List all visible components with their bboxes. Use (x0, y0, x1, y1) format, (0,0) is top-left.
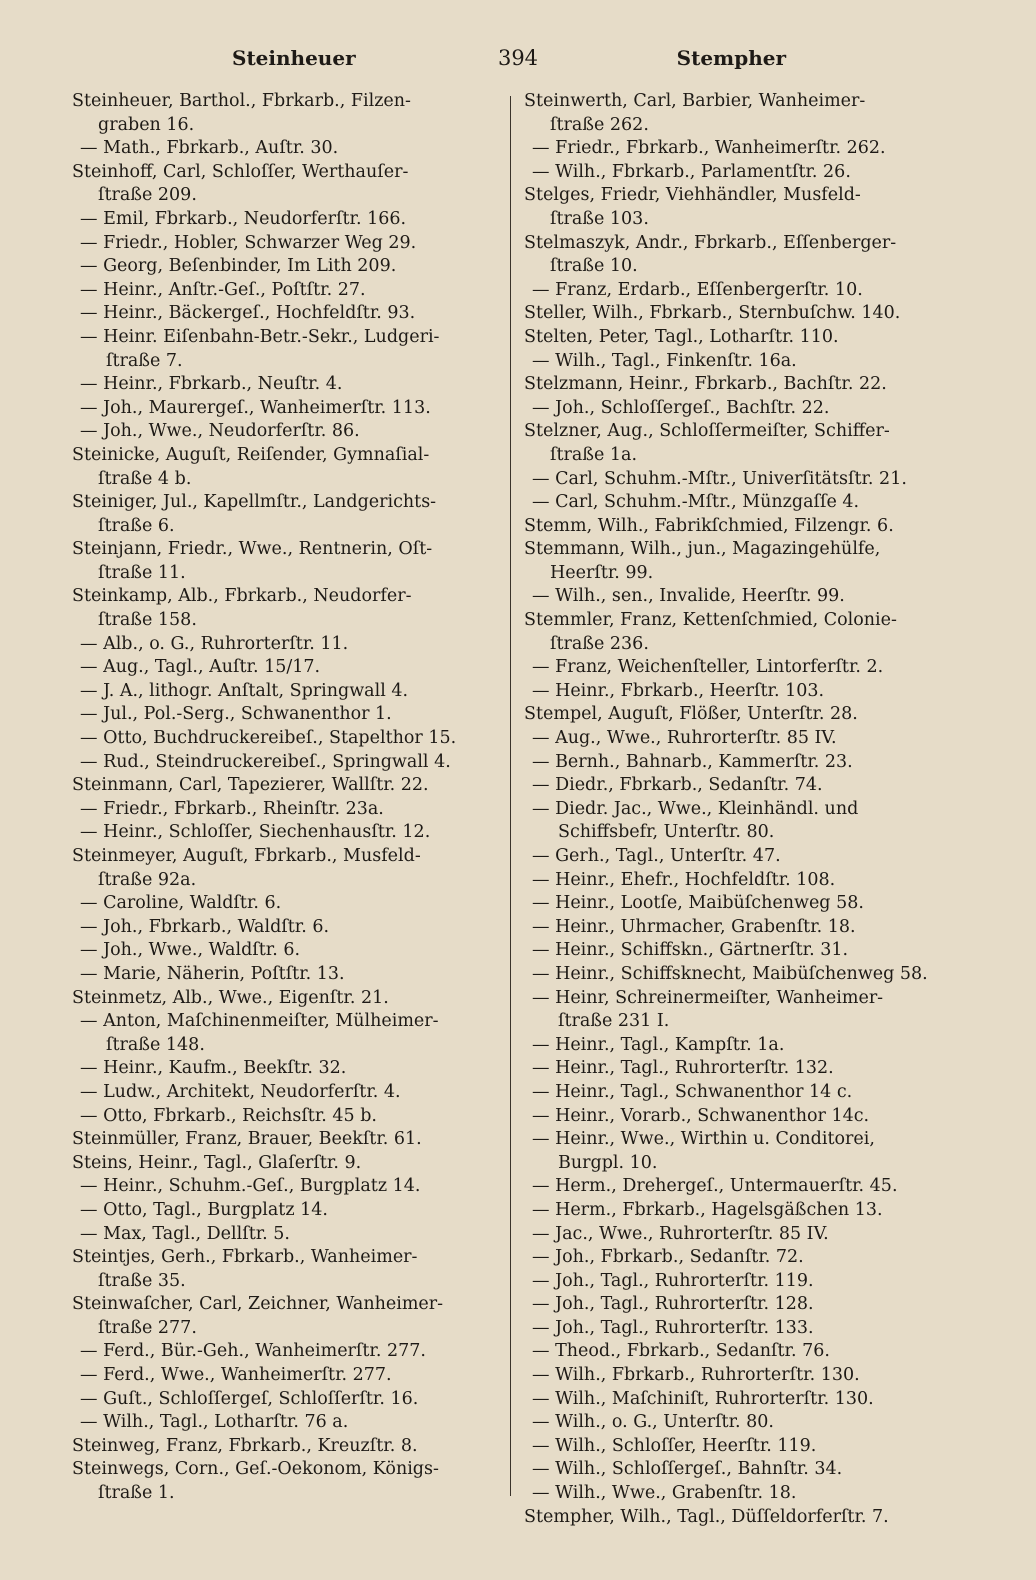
entry-text: — Diedr., Fbrkarb., Sedanſtr. 74. (532, 775, 823, 796)
entry-continuation: ſtraße 277. (98, 1317, 197, 1338)
entry-continuation: Heerſtr. 99. (550, 562, 654, 583)
entry-text: — Wilh., Fbrkarb., Parlamentſtr. 26. (532, 161, 851, 182)
entry-continuation: ſtraße 158. (98, 610, 197, 631)
entry-text: Stelmaszyk, Andr., Fbrkarb., Eſſenberger- (524, 232, 897, 253)
entry-text: — Joh., Wwe., Neudorferſtr. 86. (80, 421, 360, 442)
entry-text: — Heinr., Kaufm., Beekſtr. 32. (80, 1058, 347, 1079)
entry-text: — Joh., Tagl., Ruhrorterſtr. 128. (532, 1294, 814, 1315)
directory-entry (524, 869, 950, 893)
directory-entry (524, 1364, 950, 1388)
entry-text: — Heinr., Tagl., Ruhrorterſtr. 132. (532, 1058, 834, 1079)
directory-entry (72, 326, 498, 373)
directory-entry (524, 892, 950, 916)
directory-entry (524, 184, 950, 231)
entry-text: — Jac., Wwe., Ruhrorterſtr. 85 IV. (532, 1223, 829, 1244)
directory-entry (72, 774, 498, 798)
entry-text: — Wilh., sen., Invalide, Heerſtr. 99. (532, 586, 845, 607)
entry-continuation: ſtraße 92a. (98, 869, 197, 890)
directory-entry (72, 680, 498, 704)
entry-text: — Heinr., Tagl., Schwanenthor 14 c. (532, 1081, 853, 1102)
directory-entry (524, 326, 950, 350)
entry-continuation: ſtraße 148. (106, 1034, 205, 1055)
entry-text: Steinmüller, Franz, Brauer, Beekſtr. 61. (72, 1129, 422, 1150)
entry-text: — Herm., Drehergeſ., Untermauerſtr. 45. (532, 1176, 898, 1197)
entry-text: — Wilh., Tagl., Finkenſtr. 16a. (532, 350, 797, 371)
entry-text: Steinwegs, Corn., Geſ.-Oekonom, Königs- (72, 1459, 439, 1480)
directory-entry (524, 963, 950, 987)
entry-continuation: ſtraße 4 b. (98, 468, 192, 489)
directory-entry (72, 1105, 498, 1129)
directory-entry (524, 680, 950, 704)
entry-text: — Wilh., Fbrkarb., Ruhrorterſtr. 130. (532, 1365, 860, 1386)
directory-entry (524, 1034, 950, 1058)
directory-entry (524, 137, 950, 161)
directory-entry (524, 1128, 950, 1175)
entry-text: — Franz, Erdarb., Eſſenbergerſtr. 10. (532, 279, 863, 300)
directory-entry (524, 1482, 950, 1506)
directory-entry (72, 397, 498, 421)
directory-entry (524, 1458, 950, 1482)
entry-text: — Georg, Beſenbinder, Im Lith 209. (80, 256, 397, 277)
entry-text: — Heinr., Fbrkarb., Heerſtr. 103. (532, 680, 825, 701)
directory-entry (72, 1293, 498, 1340)
entry-text: — Wilh., Maſchiniſt, Ruhrorterſtr. 130. (532, 1388, 874, 1409)
directory-entry (524, 916, 950, 940)
entry-text: — Heinr., Uhrmacher, Grabenſtr. 18. (532, 916, 856, 937)
entry-text: Stemmler, Franz, Kettenſchmied, Colonie- (524, 610, 897, 631)
entry-text: — Joh., Fbrkarb., Sedanſtr. 72. (532, 1247, 804, 1268)
directory-entry (72, 444, 498, 491)
entry-text: — Otto, Buchdruckereibeſ., Stapelthor 15. (80, 728, 457, 749)
right-column (524, 90, 950, 1529)
directory-entry (524, 1340, 950, 1364)
directory-entry (72, 90, 498, 137)
entry-text: — Theod., Fbrkarb., Sedanſtr. 76. (532, 1341, 830, 1362)
directory-entry (72, 491, 498, 538)
directory-entry (72, 1128, 498, 1152)
entry-continuation: ſtraße 35. (98, 1270, 186, 1291)
directory-entry (72, 1364, 498, 1388)
entry-continuation: ſtraße 10. (550, 256, 638, 277)
entry-text: Stemm, Wilh., Fabrikſchmied, Filzengr. 6. (524, 515, 894, 536)
directory-entry (72, 137, 498, 161)
directory-entry (72, 656, 498, 680)
page-header (0, 42, 1036, 78)
entry-text: Steinmann, Carl, Tapezierer, Wallſtr. 22. (72, 775, 429, 796)
directory-entry (524, 1223, 950, 1247)
directory-entry (72, 255, 498, 279)
entry-text: — Heinr., Vorarb., Schwanenthor 14c. (532, 1105, 870, 1126)
directory-entry (72, 373, 498, 397)
entry-text: — Bernh., Bahnarb., Kammerſtr. 23. (532, 751, 853, 772)
entry-text: — Diedr. Jac., Wwe., Kleinhändl. und (532, 798, 859, 819)
header-left-keyword: Steinheuer (232, 46, 356, 70)
directory-entry (524, 1057, 950, 1081)
entry-text: — Wilh., Schloſſer, Heerſtr. 119. (532, 1435, 817, 1456)
entry-text: Steinweg, Franz, Fbrkarb., Kreuzſtr. 8. (72, 1435, 418, 1456)
entry-text: — Wilh., Schloſſergeſ., Bahnſtr. 34. (532, 1459, 843, 1480)
entry-text: Stempher, Wilh., Tagl., Düſſeldorferſtr. 7. (524, 1506, 889, 1527)
entry-continuation: Schiffsbefr, Unterſtr. 80. (558, 822, 775, 843)
left-column (72, 90, 498, 1506)
entry-text: — Joh., Schloſſergeſ., Bachſtr. 22. (532, 397, 830, 418)
directory-entry (524, 1175, 950, 1199)
entry-text: — Wilh., Wwe., Grabenſtr. 18. (532, 1483, 797, 1504)
entry-text: — Heinr., Fbrkarb., Neuſtr. 4. (80, 374, 343, 395)
entry-text: — Anton, Maſchinenmeiſter, Mülheimer- (80, 1011, 439, 1032)
entry-text: — Ferd., Wwe., Wanheimerſtr. 277. (80, 1365, 392, 1386)
directory-entry (72, 1458, 498, 1505)
entry-text: — Carl, Schuhm.-Mſtr., Univerſitätsſtr. 21. (532, 468, 907, 489)
entry-text: — Otto, Fbrkarb., Reichsſtr. 45 b. (80, 1105, 377, 1126)
entry-text: Stelzner, Aug., Schloſſermeiſter, Schiffer- (524, 421, 890, 442)
entry-text: — Caroline, Waldſtr. 6. (80, 893, 282, 914)
entry-text: — Heinr., Tagl., Kampſtr. 1a. (532, 1034, 785, 1055)
directory-entry (72, 963, 498, 987)
directory-entry (524, 774, 950, 798)
entry-text: Steinwaſcher, Carl, Zeichner, Wanheimer- (72, 1294, 444, 1315)
directory-entry (524, 468, 950, 492)
directory-entry (72, 232, 498, 256)
entry-text: — J. A., lithogr. Anſtalt, Springwall 4. (80, 680, 409, 701)
directory-entry (72, 538, 498, 585)
directory-entry (72, 1340, 498, 1364)
entry-text: Steller, Wilh., Fbrkarb., Sternbuſchw. 140. (524, 303, 901, 324)
entry-text: — Heinr., Schiffskn., Gärtnerſtr. 31. (532, 940, 849, 961)
entry-continuation: ſtraße 103. (550, 208, 649, 229)
directory-entry (524, 420, 950, 467)
entry-text: — Joh., Wwe., Waldſtr. 6. (80, 940, 301, 961)
entry-text: Steinhoff, Carl, Schloſſer, Werthauſer- (72, 161, 409, 182)
directory-entry (524, 1317, 950, 1341)
directory-entry (524, 1105, 950, 1129)
directory-entry (524, 1199, 950, 1223)
entry-text: — Wilh., o. G., Unterſtr. 80. (532, 1412, 774, 1433)
entry-text: Stelges, Friedr, Viehhändler, Musfeld- (524, 185, 861, 206)
directory-entry (524, 350, 950, 374)
directory-entry (524, 1388, 950, 1412)
entry-text: — Heinr., Wwe., Wirthin u. Conditorei, (532, 1129, 875, 1150)
entry-text: — Friedr., Hobler, Schwarzer Weg 29. (80, 232, 417, 253)
directory-entry (524, 727, 950, 751)
directory-entry (524, 585, 950, 609)
entry-text: — Wilh., Tagl., Lotharſtr. 76 a. (80, 1412, 349, 1433)
entry-text: — Math., Fbrkarb., Auſtr. 30. (80, 138, 339, 159)
directory-entry (524, 90, 950, 137)
directory-entry (524, 845, 950, 869)
page-number: 394 (497, 46, 539, 70)
directory-entry (524, 1081, 950, 1105)
entry-text: Steinheuer, Barthol., Fbrkarb., Filzen- (72, 91, 411, 111)
directory-entry (72, 1152, 498, 1176)
header-right-keyword: Stempher (676, 46, 786, 70)
entry-text: Steins, Heinr., Tagl., Glaſerſtr. 9. (72, 1152, 362, 1173)
directory-entry (72, 727, 498, 751)
entry-continuation: ſtraße 7. (106, 350, 183, 371)
entry-continuation: graben 16. (98, 114, 195, 135)
entry-continuation: ſtraße 1. (98, 1483, 175, 1504)
directory-entry (72, 633, 498, 657)
entry-continuation: ſtraße 231 I. (558, 1011, 670, 1032)
directory-entry (72, 892, 498, 916)
entry-text: Steinmetz, Alb., Wwe., Eigenſtr. 21. (72, 987, 389, 1008)
entry-text: — Alb., o. G., Ruhrorterſtr. 11. (80, 633, 349, 654)
entry-continuation: ſtraße 11. (98, 562, 186, 583)
entry-text: — Herm., Fbrkarb., Hagelsgäßchen 13. (532, 1199, 883, 1220)
directory-entry (524, 302, 950, 326)
entry-continuation: ſtraße 262. (550, 114, 649, 135)
entry-text: — Heinr., Schuhm.-Geſ., Burgplatz 14. (80, 1176, 421, 1197)
directory-entry (72, 845, 498, 892)
entry-text: — Marie, Näherin, Poſtſtr. 13. (80, 963, 345, 984)
directory-entry (72, 1435, 498, 1459)
entry-continuation: ſtraße 209. (98, 185, 197, 206)
directory-entry (72, 1246, 498, 1293)
entry-text: — Aug., Wwe., Ruhrorterſtr. 85 IV. (532, 728, 837, 749)
directory-entry (72, 302, 498, 326)
directory-entry (524, 397, 950, 421)
entry-text: — Max, Tagl., Dellſtr. 5. (80, 1223, 290, 1244)
entry-text: — Aug., Tagl., Auſtr. 15/17. (80, 657, 321, 678)
entry-text: — Friedr., Fbrkarb., Wanheimerſtr. 262. (532, 138, 886, 159)
entry-text: — Heinr., Schiffsknecht, Maibüſchenweg 58. (532, 963, 928, 984)
entry-text: — Heinr., Anſtr.-Geſ., Poſtſtr. 27. (80, 279, 366, 300)
entry-text: Steinkamp, Alb., Fbrkarb., Neudorfer- (72, 586, 412, 607)
directory-entry (524, 1246, 950, 1270)
entry-text: Steinjann, Friedr., Wwe., Rentnerin, Oſt- (72, 539, 433, 560)
directory-entry (72, 798, 498, 822)
directory-entry (524, 656, 950, 680)
directory-entry (524, 279, 950, 303)
entry-text: — Joh., Maurergeſ., Wanheimerſtr. 113. (80, 397, 431, 418)
entry-text: Steintjes, Gerh., Fbrkarb., Wanheimer- (72, 1247, 418, 1268)
directory-entry (524, 798, 950, 845)
directory-entry (524, 987, 950, 1034)
directory-entry (524, 1435, 950, 1459)
directory-entry (524, 1506, 950, 1530)
entry-text: — Emil, Fbrkarb., Neudorferſtr. 166. (80, 208, 407, 229)
directory-entry (524, 538, 950, 585)
entry-text: Stelten, Peter, Tagl., Lotharſtr. 110. (524, 326, 839, 347)
directory-entry (524, 609, 950, 656)
directory-entry (72, 939, 498, 963)
entry-text: — Gerh., Tagl., Unterſtr. 47. (532, 846, 781, 866)
entry-text: Stempel, Auguſt, Flößer, Unterſtr. 28. (524, 704, 858, 725)
entry-text: Stelzmann, Heinr., Fbrkarb., Bachſtr. 22. (524, 374, 887, 395)
entry-text: — Heinr, Schreinermeiſter, Wanheimer- (532, 987, 884, 1008)
directory-entry (72, 703, 498, 727)
entry-text: — Guſt., Schloſſergeſ, Schloſſerſtr. 16. (80, 1388, 419, 1409)
directory-entry (72, 1175, 498, 1199)
entry-text: — Friedr., Fbrkarb., Rheinſtr. 23a. (80, 798, 384, 819)
directory-entry (524, 1293, 950, 1317)
directory-entry (72, 751, 498, 775)
entry-continuation: Burgpl. 10. (558, 1152, 658, 1173)
directory-entry (524, 515, 950, 539)
directory-entry (72, 279, 498, 303)
directory-entry (524, 491, 950, 515)
entry-text: — Joh., Tagl., Ruhrorterſtr. 133. (532, 1317, 814, 1338)
entry-text: Steinicke, Auguſt, Reiſender, Gymnaſial- (72, 444, 430, 465)
entry-text: Steiniger, Jul., Kapellmſtr., Landgerichts- (72, 492, 437, 513)
directory-entry (524, 751, 950, 775)
entry-text: — Jul., Pol.-Serg., Schwanenthor 1. (80, 704, 392, 725)
directory-entry (72, 1010, 498, 1057)
entry-text: — Rud., Steindruckereibeſ., Springwall 4. (80, 751, 451, 772)
entry-text: — Ferd., Bür.-Geh., Wanheimerſtr. 277. (80, 1341, 426, 1362)
entry-text: — Heinr. Eiſenbahn-Betr.-Sekr., Ludgeri- (80, 326, 440, 347)
entry-continuation: ſtraße 6. (98, 515, 175, 536)
directory-entry (524, 939, 950, 963)
directory-entry (72, 1223, 498, 1247)
entry-text: — Carl, Schuhm.-Mſtr., Münzgaſſe 4. (532, 492, 860, 513)
entry-text: — Heinr., Ehefr., Hochfeldſtr. 108. (532, 869, 836, 890)
directory-entry (72, 1411, 498, 1435)
entry-text: — Ludw., Architekt, Neudorferſtr. 4. (80, 1081, 401, 1102)
directory-entry (524, 703, 950, 727)
directory-entry (72, 1057, 498, 1081)
entry-text: — Otto, Tagl., Burgplatz 14. (80, 1199, 328, 1220)
entry-text: — Heinr., Bäckergeſ., Hochfeldſtr. 93. (80, 303, 416, 324)
column-divider (510, 96, 511, 1496)
entry-text: — Heinr., Schloſſer, Siechenhausſtr. 12. (80, 822, 431, 843)
entry-text: — Franz, Weichenſteller, Lintorferſtr. 2. (532, 657, 884, 678)
directory-entry (72, 1081, 498, 1105)
directory-entry (524, 232, 950, 279)
directory-entry (72, 161, 498, 208)
directory-entry (72, 916, 498, 940)
directory-entry (524, 373, 950, 397)
entry-text: — Joh., Tagl., Ruhrorterſtr. 119. (532, 1270, 814, 1291)
directory-entry (72, 821, 498, 845)
directory-entry (524, 1411, 950, 1435)
directory-entry (72, 585, 498, 632)
directory-entry (72, 208, 498, 232)
entry-text: Steinwerth, Carl, Barbier, Wanheimer- (524, 91, 866, 111)
directory-entry (72, 987, 498, 1011)
directory-entry (72, 1388, 498, 1412)
entry-text: — Joh., Fbrkarb., Waldſtr. 6. (80, 916, 330, 937)
entry-continuation: ſtraße 236. (550, 633, 649, 654)
entry-text: Steinmeyer, Auguſt, Fbrkarb., Musfeld- (72, 846, 421, 866)
directory-entry (72, 420, 498, 444)
entry-continuation: ſtraße 1a. (550, 444, 638, 465)
entry-text: Stemmann, Wilh., jun., Magazingehülfe, (524, 539, 881, 560)
entry-text: — Heinr., Lootſe, Maibüſchenweg 58. (532, 893, 864, 914)
directory-entry (72, 1199, 498, 1223)
directory-entry (524, 1270, 950, 1294)
directory-entry (524, 161, 950, 185)
